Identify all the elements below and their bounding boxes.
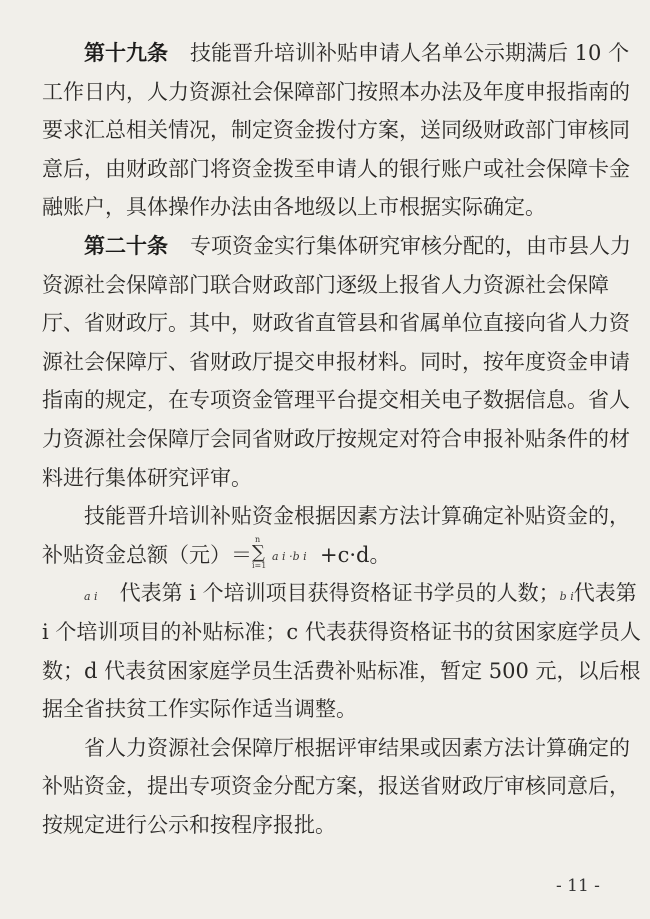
article-20-line-1 xyxy=(84,233,631,259)
final-para-line-2: 补贴资金，提出专项资金分配方案，报送省财政厅审核同意后， xyxy=(42,774,630,798)
summation xyxy=(252,535,320,570)
article-20-line-6: 力资源社会保障厅会同省财政厅按规定对符合申报补贴条件的材 xyxy=(42,427,630,451)
definition-a: 代表第 i 个培训项目获得资格证书学员的人数； xyxy=(119,581,560,605)
definition-b-start: 代表第 xyxy=(573,581,637,605)
sigma-term: a i ·b i xyxy=(272,550,307,563)
definitions-line-2: i 个培训项目的补贴标准；c 代表获得资格证书的贫困家庭学员人 xyxy=(42,620,641,644)
definitions-line-3: 数；d 代表贫困家庭学员生活费补贴标准，暂定 500 元，以后根 xyxy=(42,659,641,683)
article-19-label: 第十九条 xyxy=(84,40,168,65)
sigma-upper-limit: n xyxy=(255,535,261,544)
symbol-a: a i xyxy=(84,590,98,603)
article-20-line-3: 厅、省财政厅。其中，财政省直管县和省属单位直接向省人力资 xyxy=(42,311,630,335)
final-para-line-1: 省人力资源社会保障厅根据评审结果或因素方法计算确定的 xyxy=(84,736,630,760)
formula-prefix: 补贴资金总额（元）＝ xyxy=(42,543,252,567)
article-19-line-1 xyxy=(84,40,629,66)
sigma-symbol: ∑ xyxy=(252,542,265,563)
article-20-line-7: 料进行集体研究评审。 xyxy=(42,466,252,490)
article-19-line-4: 意后，由财政部门将资金拨至申请人的银行账户或社会保障卡金 xyxy=(42,157,630,181)
article-20-text-1: 专项资金实行集体研究审核分配的，由市县人力 xyxy=(190,234,631,258)
article-20-line-4: 源社会保障厅、省财政厅提交申报材料。同时，按年度资金申请 xyxy=(42,350,630,374)
article-19-line-2: 工作日内，人力资源社会保障部门按照本办法及年度申报指南的 xyxy=(42,80,630,104)
article-20-line-2: 资源社会保障部门联合财政部门逐级上报省人力资源社会保障 xyxy=(42,273,609,297)
factor-intro: 技能晋升培训补贴资金根据因素方法计算确定补贴资金的， xyxy=(84,504,630,528)
article-19-line-3: 要求汇总相关情况，制定资金拨付方案，送同级财政部门审核同 xyxy=(42,118,630,142)
formula-line xyxy=(42,535,391,570)
article-20-label: 第二十条 xyxy=(84,233,168,258)
definitions-line-4: 据全省扶贫工作实际作适当调整。 xyxy=(42,697,357,721)
page-number: - 11 - xyxy=(556,876,600,896)
symbol-b: b i xyxy=(559,590,574,603)
article-20-line-5: 指南的规定，在专项资金管理平台提交相关电子数据信息。省人 xyxy=(42,388,630,412)
sigma-lower-limit: i=1 xyxy=(252,561,267,570)
formula-suffix: +c·d。 xyxy=(320,543,391,567)
article-19-line-5: 融账户，具体操作办法由各地级以上市根据实际确定。 xyxy=(42,195,546,219)
article-19-text-1: 技能晋升培训补贴申请人名单公示期满后 10 个 xyxy=(190,41,630,65)
definitions-line-1 xyxy=(84,580,637,610)
final-para-line-3: 按规定进行公示和按程序报批。 xyxy=(42,813,336,837)
